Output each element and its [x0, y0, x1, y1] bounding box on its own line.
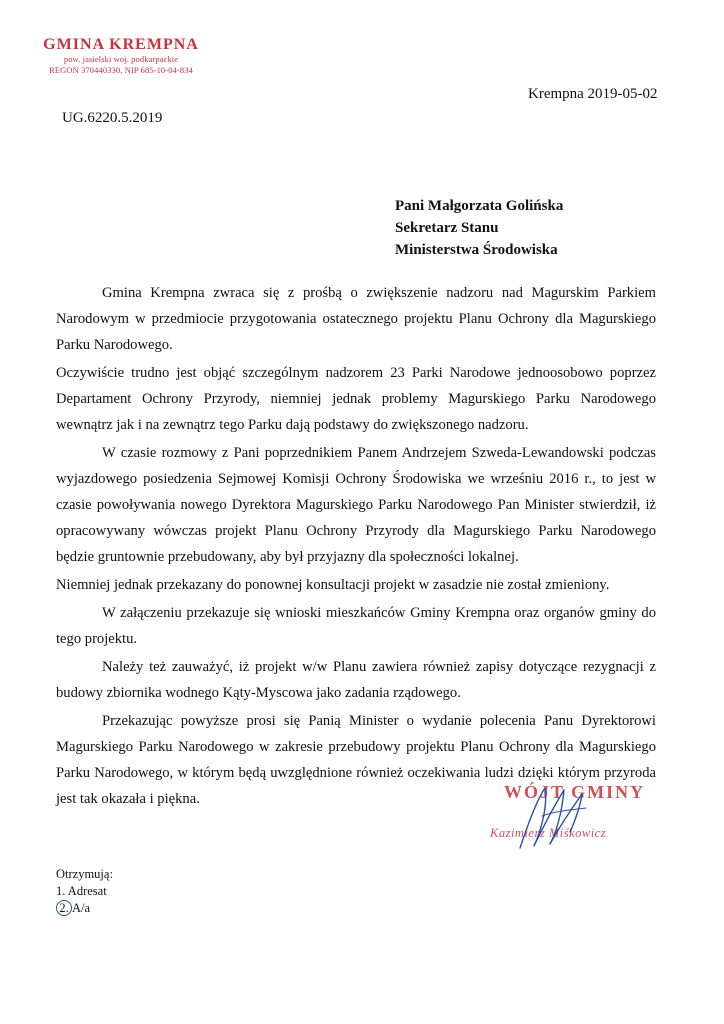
paragraph: Niemniej jednak przekazany do ponownej konsultacji projekt w zasadzie nie został zmieniony. [56, 577, 610, 593]
paragraph: Należy też zauważyć, iż projekt w/w Planu zawiera również zapisy dotyczące rezygnacji z budowy zbiornika wodnego Kąty-Myscowa jako zadania rządowego. [56, 659, 656, 701]
recipient-item-label: A/a [72, 901, 91, 915]
recipient-item [56, 900, 113, 917]
reference-number: UG.6220.5.2019 [62, 110, 163, 126]
paragraph: Gmina Krempna zwraca się z prośbą o zwiększenie nadzoru nad Magurskim Parkiem Narodowym w przedmiocie przygotowania ostatecznego projektu Planu Ochrony dla Magurskiego Parku Narodowego. [56, 285, 656, 353]
recipient-ministry: Ministerstwa Środowiska [395, 242, 558, 258]
signature-stamp-name: Kazimierz Miśkowicz [490, 826, 607, 840]
paragraph: W czasie rozmowy z Pani poprzednikiem Panem Andrzejem Szweda-Lewandowski podczas wyjazdowego posiedzenia Sejmowej Komisji Ochrony Środowiska we wrześniu 2016 r., to jest w czasie powoływania nowego Dyrektora Magurskiego Parku Narodowego Pan Minister stwierdził, iż opracowywany wówczas projekt Planu Ochrony Przyrody dla Magurskiego Parku Narodowego będzie gruntownie przebudowany, aby był przyjazny dla społeczności lokalnej. [56, 445, 656, 565]
recipient-block [395, 195, 563, 261]
circled-number: 2. [56, 900, 72, 916]
stamp-regon: REGON 370440330, NIP 685-10-04-834 [49, 65, 193, 75]
signature-stamp-title: WÓJT GMINY [504, 782, 646, 802]
handwritten-signature [490, 778, 670, 858]
paragraph: Oczywiście trudno jest objąć szczególnym nadzorem 23 Parki Narodowe jednoosobowo poprzez Departament Ochrony Przyrody, niemniej jednak problemy Magurskiego Parku Narodowego wewnątrz jak i na zewnątrz tego Parku dają podstawy do zwiększonego nadzoru. [56, 365, 656, 433]
signature-block [490, 778, 670, 858]
paragraph: Przekazując powyższe prosi się Panią Minister o wydanie polecenia Panu Dyrektorowi Magurskiego Parku Narodowego w zakresie przebudowy projektu Planu Ochrony dla Magurskiego Parku Narodowego, w którym będą uwzględnione również oczekiwania ludzi dzięki którym przyroda jest tak okazała i piękna. [56, 713, 656, 807]
recipients-list [56, 866, 113, 917]
paragraph: W załączeniu przekazuje się wnioski mieszkańców Gminy Krempna oraz organów gminy do tego projektu. [56, 605, 656, 647]
recipients-header: Otrzymują: [56, 867, 113, 881]
letter-body [56, 280, 656, 812]
stamp-title: GMINA KREMPNA [43, 36, 199, 53]
recipient-name: Pani Małgorzata Golińska [395, 198, 564, 214]
recipient-item: 1. Adresat [56, 884, 107, 898]
recipient-title: Sekretarz Stanu [395, 220, 499, 236]
stamp-address: pow. jasielski woj. podkarpackie [63, 54, 179, 64]
letter-date: Krempna 2019-05-02 [528, 86, 658, 102]
municipality-stamp [36, 36, 206, 76]
